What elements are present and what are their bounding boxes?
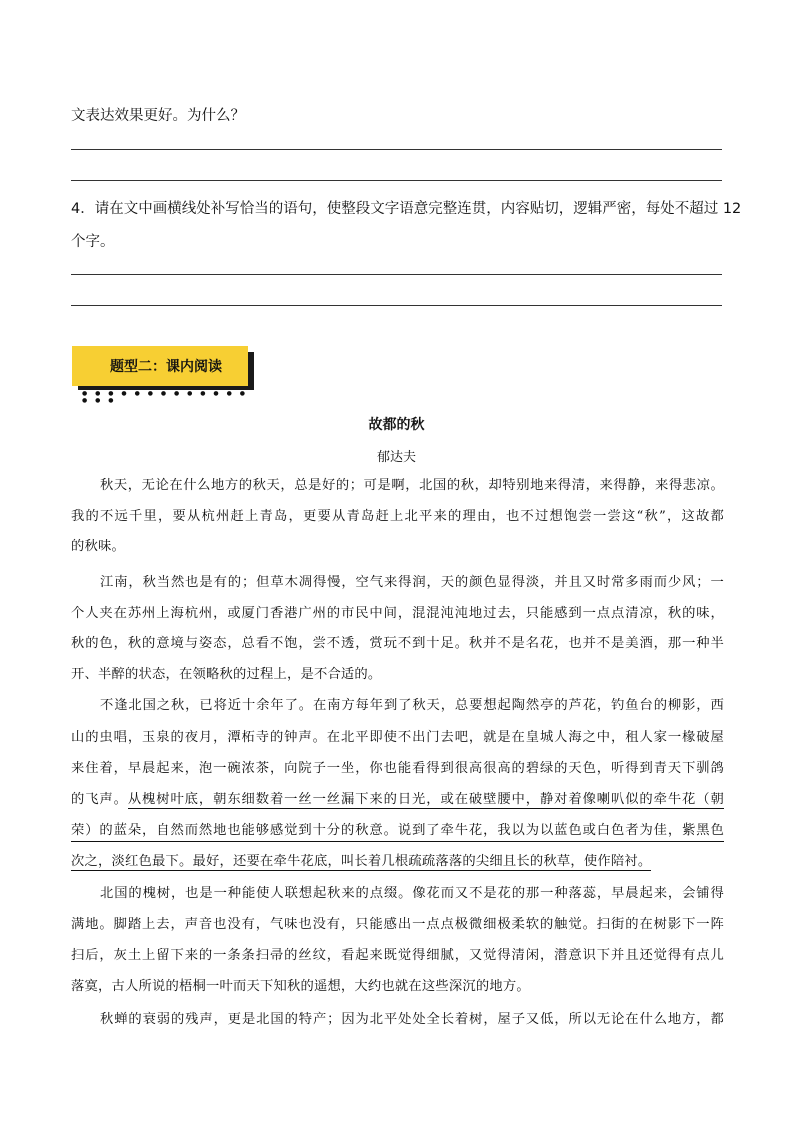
paragraph-line-underlined (71, 822, 724, 842)
underlined-segment: 荣）的蓝朵，自然而然地也能够感觉到十分的秋意。说到了牵牛花，我以为以蓝色或白色者为佳，紫黑色 (71, 822, 724, 842)
paragraph-line-underlined (71, 853, 724, 871)
paragraph-line: 我的不远千里，要从杭州赶上青岛，更要从青岛赶上北平来的理由，也不过想饱尝一尝这“秋”，这故都 (71, 509, 724, 524)
paragraph-line: 落寞，古人所说的梧桐一叶而天下知秋的遥想，大约也就在这些深沉的地方。 (71, 979, 530, 994)
paragraph-line: 秋的色，秋的意境与姿态，总看不饱，尝不透，赏玩不到十足。秋并不是名花，也并不是美酒，那一种半 (71, 636, 724, 651)
underlined-segment: 次之，淡红色最下。最好，还要在牵牛花底，叫长着几根疏疏落落的尖细且长的秋草，使作陪衬。 (71, 854, 652, 869)
paragraph-line: 北国的槐树，也是一种能使人联想起秋来的点缀。像花而又不是花的那一种落蕊，早晨起来，会铺得 (100, 886, 724, 901)
paragraph-line: 山的虫唱，玉泉的夜月，潭柘寺的钟声。在北平即使不出门去吧，就是在皇城人海之中，租人家一椽破屋 (71, 730, 724, 745)
answer-line (71, 149, 722, 150)
answer-line (71, 274, 722, 275)
question-4-text-cont: 个字。 (71, 234, 115, 250)
section-tab-label: 题型二：课内阅读 (110, 359, 222, 375)
article-title: 故都的秋 (368, 417, 425, 433)
paragraph-line: 开、半醉的状态，在领略秋的过程上，是不合适的。 (71, 667, 382, 682)
paragraph-line: 秋蝉的衰弱的残声，更是北国的特产；因为北平处处全长着树，屋子又低，所以无论在什么地方，都 (100, 1012, 724, 1027)
question-3-text: 文表达效果更好。为什么？ (71, 108, 245, 124)
answer-line (71, 305, 722, 306)
paragraph-line-mixed (71, 791, 724, 809)
paragraph-line: 江南，秋当然也是有的；但草木凋得慢，空气来得润，天的颜色显得淡，并且又时常多雨而少风；一 (100, 575, 724, 590)
paragraph-line: 个人夹在苏州上海杭州，或厦门香港广州的市民中间，混混沌沌地过去，只能感到一点点清凉，秋的味， (71, 606, 724, 621)
section-tab (68, 342, 258, 404)
underlined-segment: 从槐树叶底，朝东细数着一丝一丝漏下来的日光，或在破壁腰中，静对着像喇叭似的牵牛花（朝 (127, 792, 724, 807)
paragraph-segment: 的飞声。 (71, 792, 128, 807)
answer-line (71, 180, 722, 181)
section-tab-dots: ● ● ● ● ● ● ● ● ● ● ● ● ● ● ● ● (82, 390, 248, 404)
question-4-text: 4．请在文中画横线处补写恰当的语句，使整段文字语意完整连贯，内容贴切，逻辑严密，每处不超过 12 (71, 201, 742, 217)
article-author: 郁达夫 (376, 450, 416, 465)
paragraph-line: 扫后，灰土上留下来的一条条扫帚的丝纹，看起来既觉得细腻，又觉得清闲，潜意识下并且还觉得有点儿 (71, 948, 724, 963)
paragraph-line: 的秋味。 (71, 539, 125, 554)
paragraph-line: 来住着，早晨起来，泡一碗浓茶，向院子一坐，你也能看得到很高很高的碧绿的天色，听得到青天下驯鸽 (71, 761, 724, 776)
paragraph-line: 秋天，无论在什么地方的秋天，总是好的；可是啊，北国的秋，却特别地来得清，来得静，来得悲凉。 (100, 478, 724, 493)
paragraph-line: 不逢北国之秋，已将近十余年了。在南方每年到了秋天，总要想起陶然亭的芦花，钓鱼台的柳影，西 (100, 698, 724, 713)
paragraph-line: 满地。脚踏上去，声音也没有，气味也没有，只能感出一点点极微细极柔软的触觉。扫街的在树影下一阵 (71, 917, 724, 932)
